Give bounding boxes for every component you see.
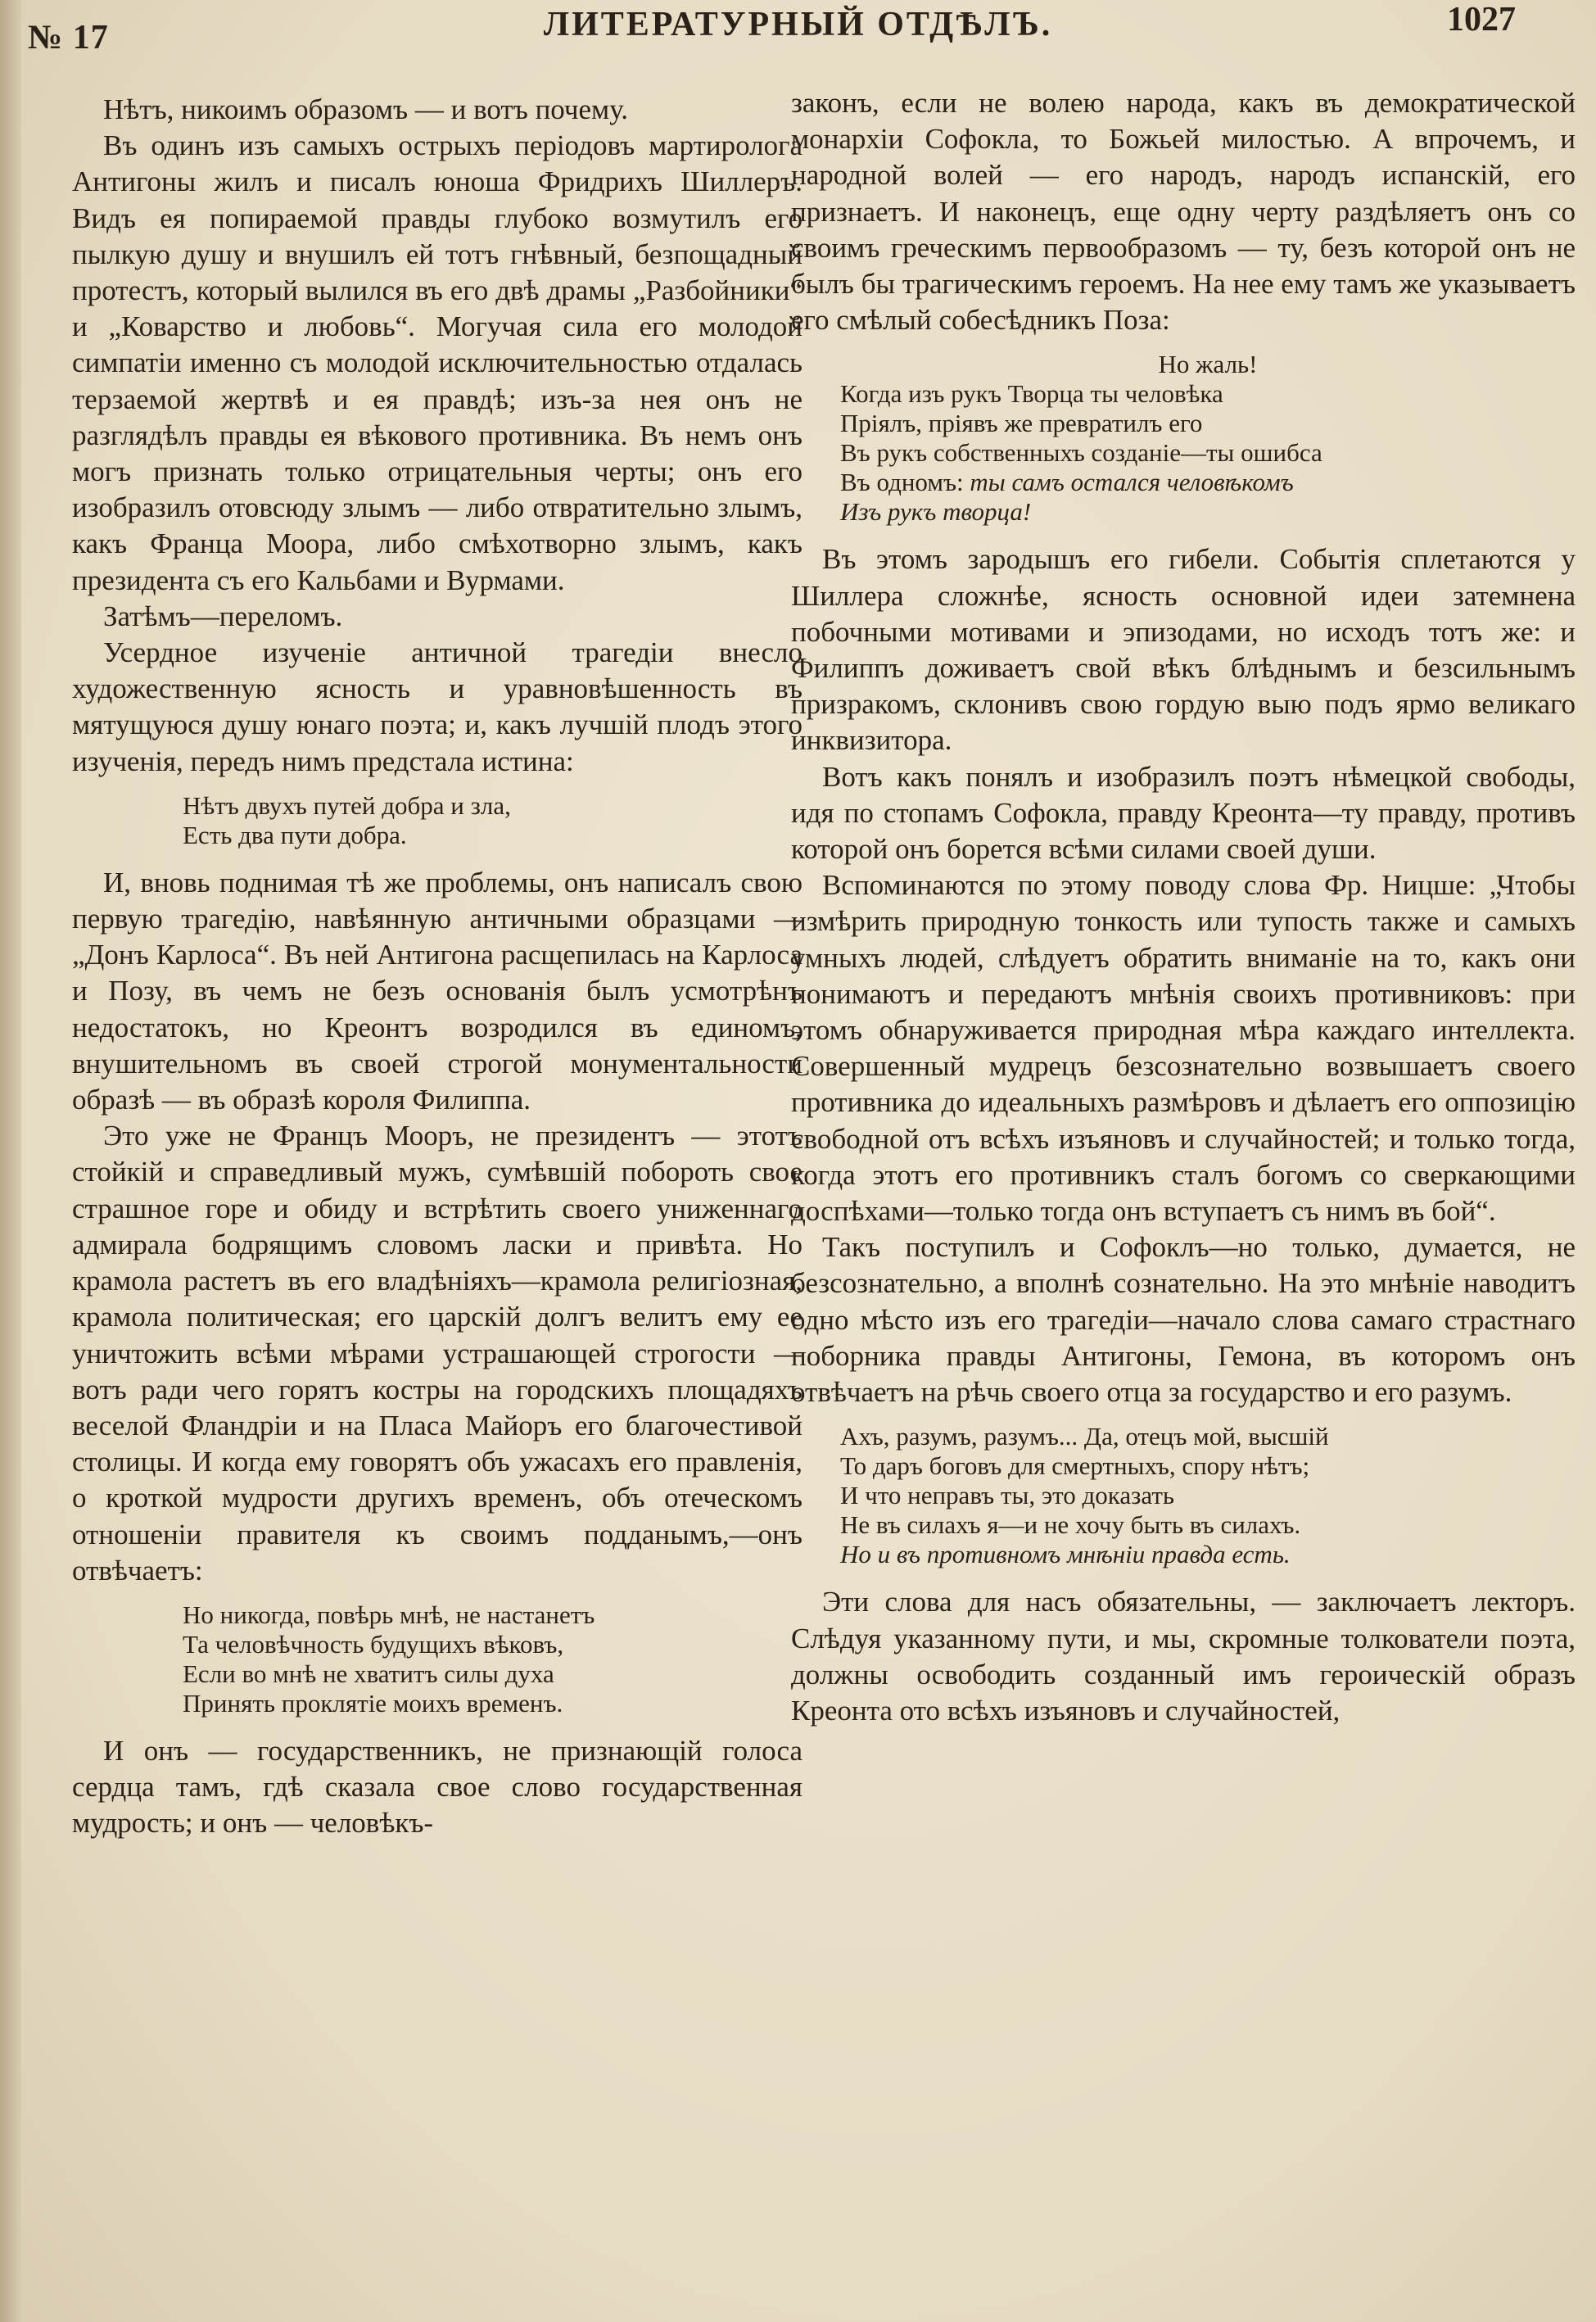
verse-line: Есть два пути добра. — [183, 820, 407, 849]
verse-line: Ахъ, разумъ, разумъ... Да, отецъ мой, высшій — [840, 1422, 1329, 1451]
paragraph: И, вновь поднимая тѣ же проблемы, онъ написалъ свою первую трагедію, навѣянную античными образцами — „Донъ Карлоса“. Въ ней Антигона расщепилась на Карлоса и Позу, въ чемъ не безъ основанія былъ усмотрѣнъ недостатокъ, но Креонтъ возродился въ единомъ, внушительномъ въ своей строгой монументальности образѣ — въ образѣ короля Филиппа. — [72, 866, 803, 1116]
left-column — [72, 92, 803, 1842]
section-title: ЛИТЕРАТУРНЫЙ ОТДѢЛЪ. — [543, 6, 1053, 43]
verse-line: Но и въ противномъ мнѣніи правда есть. — [840, 1540, 1291, 1569]
issue-number: № 17 — [28, 19, 109, 57]
verse-quote — [791, 350, 1576, 527]
verse-line: Не въ силахъ я—и не хочу быть въ силахъ. — [840, 1510, 1301, 1540]
paragraph: Въ одинъ изъ самыхъ острыхъ періодовъ мартиролога Антигоны жилъ и писалъ юноша Фридрихъ Шиллеръ. Видъ ея попираемой правды глубоко возмутилъ его пылкую душу и внушилъ ей тотъ гнѣвный, безпощадный протестъ, который вылился въ его двѣ драмы „Разбойники“ и „Коварство и любовь“. Могучая сила его молодой симпатіи именно съ молодой исключительностью отдалась терзаемой жертвѣ и ея правдѣ; изъ-за нея онъ не разглядѣлъ правды ея вѣкового противника. Въ немъ онъ могъ признать только отрицательныя черты; онъ его изобразилъ отовсюду злымъ — либо отвратительно злымъ, какъ Франца Моора, либо смѣхотворно злымъ, какъ президента съ его Кальбами и Вурмами. — [72, 129, 803, 596]
verse-quote — [791, 1422, 1576, 1569]
verse-line: Принять проклятіе моихъ временъ. — [183, 1688, 563, 1718]
paragraph: Затѣмъ—переломъ. — [103, 600, 343, 632]
paragraph: Въ этомъ зародышъ его гибели. Событія сплетаются у Шиллера сложнѣе, ясность основной идеи затемнена побочными мотивами и эпизодами, но исходъ тотъ же: и Филиппъ доживаетъ свой вѣкъ блѣднымъ и безсильнымъ призракомъ, склонивъ свою гордую выю подъ ярмо великаго инквизитора. — [791, 543, 1576, 757]
verse-line: Изъ рукъ творца! — [840, 497, 1032, 527]
paragraph: Вспоминаются по этому поводу слова Фр. Ницше: „Чтобы измѣрить природную тонкость или тупость также и самыхъ умныхъ людей, слѣдуетъ обратить вниманіе на то, какъ они понимаютъ и передаютъ мнѣнія своихъ противниковъ: при этомъ обнаруживается природная мѣра каждаго интеллекта. Совершенный мудрецъ безсознательно возвышаетъ своего противника до идеальныхъ размѣровъ и дѣлаетъ его оппозицію свободной отъ всѣхъ изъяновъ и случайностей; и только тогда, когда этотъ его противникъ сталъ богомъ со сверкающими доспѣхами—только тогда онъ вступаетъ съ нимъ въ бой“. — [791, 869, 1576, 1228]
page-gutter — [0, 0, 21, 2322]
paragraph: Это уже не Францъ Мооръ, не президентъ — этотъ стойкій и справедливый мужъ, сумѣвшій побороть свое страшное горе и обиду и встрѣтить своего униженнаго адмирала бодрящимъ словомъ ласки и привѣта. Но крамола растетъ въ его владѣніяхъ—крамола религіозная, крамола политическая; его царскій долгъ велитъ ему ее уничтожить всѣми мѣрами устрашающей строгости — вотъ ради чего горятъ костры на городскихъ площадяхъ веселой Фландріи и на Пласа Майоръ его благочестивой столицы. И когда ему говорятъ объ ужасахъ его правленія, о кроткой мудрости другихъ временъ, объ отеческомъ отношеніи правителя къ своимъ подданымъ,—онъ отвѣчаетъ: — [72, 1120, 803, 1586]
paragraph: Эти слова для насъ обязательны, — заключаетъ лекторъ. Слѣдуя указанному пути, и мы, скромные толкователи поэта, должны освободить созданный имъ героическій образъ Креонта ото всѣхъ изъяновъ и случайностей, — [791, 1586, 1576, 1727]
verse-line: Но никогда, повѣрь мнѣ, не настанетъ — [183, 1600, 595, 1629]
running-header — [0, 0, 1596, 62]
verse-line: Нѣтъ двухъ путей добра и зла, — [183, 790, 511, 820]
verse-fragment: Въ одномъ: — [840, 468, 970, 497]
paragraph: И онъ — государственникъ, не признающій голоса сердца тамъ, гдѣ сказала свое слово государственная мудрость; и онъ — человѣкъ- — [72, 1734, 803, 1840]
verse-italic: ты самъ остался человѣкомъ — [970, 468, 1294, 497]
paragraph: Такъ поступилъ и Софоклъ—но только, думается, не безсознательно, а вполнѣ сознательно. На это мнѣніе наводитъ одно мѣсто изъ его трагедіи—начало слова самаго страстнаго поборника правды Антигоны, Гемона, въ которомъ онъ отвѣчаетъ на рѣчь своего отца за государство и его разумъ. — [791, 1231, 1576, 1409]
verse-line: Если во мнѣ не хватитъ силы духа — [183, 1659, 554, 1688]
page-number: 1027 — [1447, 1, 1516, 38]
verse-line: То даръ боговъ для смертныхъ, спору нѣтъ; — [840, 1451, 1310, 1481]
verse-line: Пріялъ, пріявъ же превратилъ его — [840, 409, 1203, 438]
verse-line: Когда изъ рукъ Творца ты человѣка — [840, 379, 1223, 409]
verse-line: И что неправъ ты, это доказать — [840, 1481, 1175, 1510]
paragraph: Нѣтъ, никоимъ образомъ — и вотъ почему. — [103, 93, 628, 125]
verse-line: Въ рукъ собственныхъ созданіе—ты ошибса — [840, 438, 1322, 468]
verse-line: Но жаль! — [1158, 350, 1258, 379]
verse-line: Та человѣчность будущихъ вѣковъ, — [183, 1629, 564, 1659]
paragraph: Усердное изученіе античной трагедіи внесло художественную ясность и уравновѣшенность въ мятущуюся душу юнаго поэта; и, какъ лучшій плодъ этого изученія, передъ нимъ предстала истина: — [72, 636, 803, 777]
verse-line — [840, 468, 1576, 497]
paragraph: законъ, если не волею народа, какъ въ демократической монархіи Софокла, то Божьей милостью. А впрочемъ, и народной волей — его народъ, народъ испанскій, его признаетъ. И наконецъ, еще одну черту раздѣляетъ онъ со своимъ греческимъ первообразомъ — ту, безъ которой онъ не былъ бы трагическимъ героемъ. На нее ему тамъ же указываетъ его смѣлый собесѣдникъ Поза: — [791, 87, 1576, 337]
right-column — [791, 85, 1576, 1729]
verse-quote — [72, 791, 803, 850]
paragraph: Вотъ какъ понялъ и изобразилъ поэтъ нѣмецкой свободы, идя по стопамъ Софокла, правду Креонта—ту правду, противъ которой онъ борется всѣми силами своей души. — [791, 760, 1576, 866]
verse-quote — [72, 1600, 803, 1718]
